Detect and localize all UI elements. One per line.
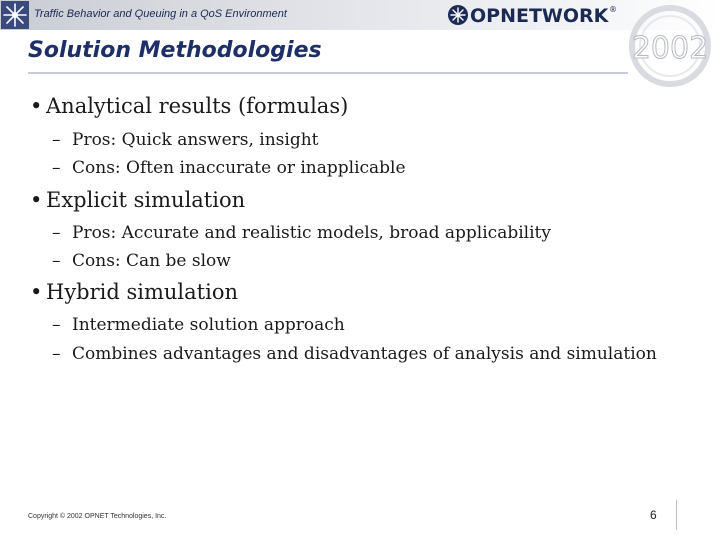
header-subtitle: Traffic Behavior and Queuing in a QoS Environment — [34, 8, 287, 20]
slide-title: Solution Methodologies — [28, 38, 322, 63]
sub-bullet-item — [52, 251, 231, 271]
sub-bullet-text: Cons: Often inaccurate or inapplicable — [72, 158, 406, 178]
sub-bullet-item — [52, 223, 551, 243]
sub-bullet-text: Pros: Accurate and realistic models, broad applicability — [72, 223, 551, 243]
bullet-dot: • — [30, 188, 43, 212]
header-bar — [0, 0, 720, 30]
copyright-notice: Copyright © 2002 OPNET Technologies, Inc. — [28, 513, 167, 520]
bullet-dot: • — [30, 94, 43, 118]
bullet-text: Analytical results (formulas) — [46, 94, 349, 118]
dash-glyph: – — [52, 223, 61, 243]
sub-bullet-text: Cons: Can be slow — [72, 251, 231, 271]
dash-glyph: – — [52, 130, 61, 150]
title-divider — [28, 72, 628, 74]
sub-bullet-text: Combines advantages and disadvantages of analysis and simulation — [72, 344, 657, 364]
sub-bullet-item — [52, 315, 345, 335]
dash-glyph: – — [52, 158, 61, 178]
sub-bullet-text: Intermediate solution approach — [72, 315, 345, 335]
opnet-star-icon — [1, 1, 29, 29]
sub-bullet-item — [52, 158, 406, 178]
year-2002-badge — [624, 2, 714, 94]
sub-bullet-item — [52, 130, 319, 150]
bullet-text: Hybrid simulation — [46, 280, 238, 304]
dash-glyph: – — [52, 251, 61, 271]
year-badge-text: 2002 — [631, 31, 709, 66]
sub-bullet-item — [52, 344, 657, 364]
sub-bullet-text: Pros: Quick answers, insight — [72, 130, 319, 150]
footer-divider — [676, 500, 677, 530]
brand-name: OPNETWORK — [470, 5, 609, 27]
opnetwork-logo — [446, 3, 618, 27]
bullet-item — [30, 280, 238, 304]
bullet-item — [30, 188, 245, 212]
dash-glyph: – — [52, 315, 61, 335]
bullet-text: Explicit simulation — [46, 188, 246, 212]
registered-mark: ® — [609, 5, 617, 14]
page-number: 6 — [650, 508, 657, 522]
bullet-item — [30, 94, 348, 118]
bullet-dot: • — [30, 280, 43, 304]
dash-glyph: – — [52, 344, 61, 364]
